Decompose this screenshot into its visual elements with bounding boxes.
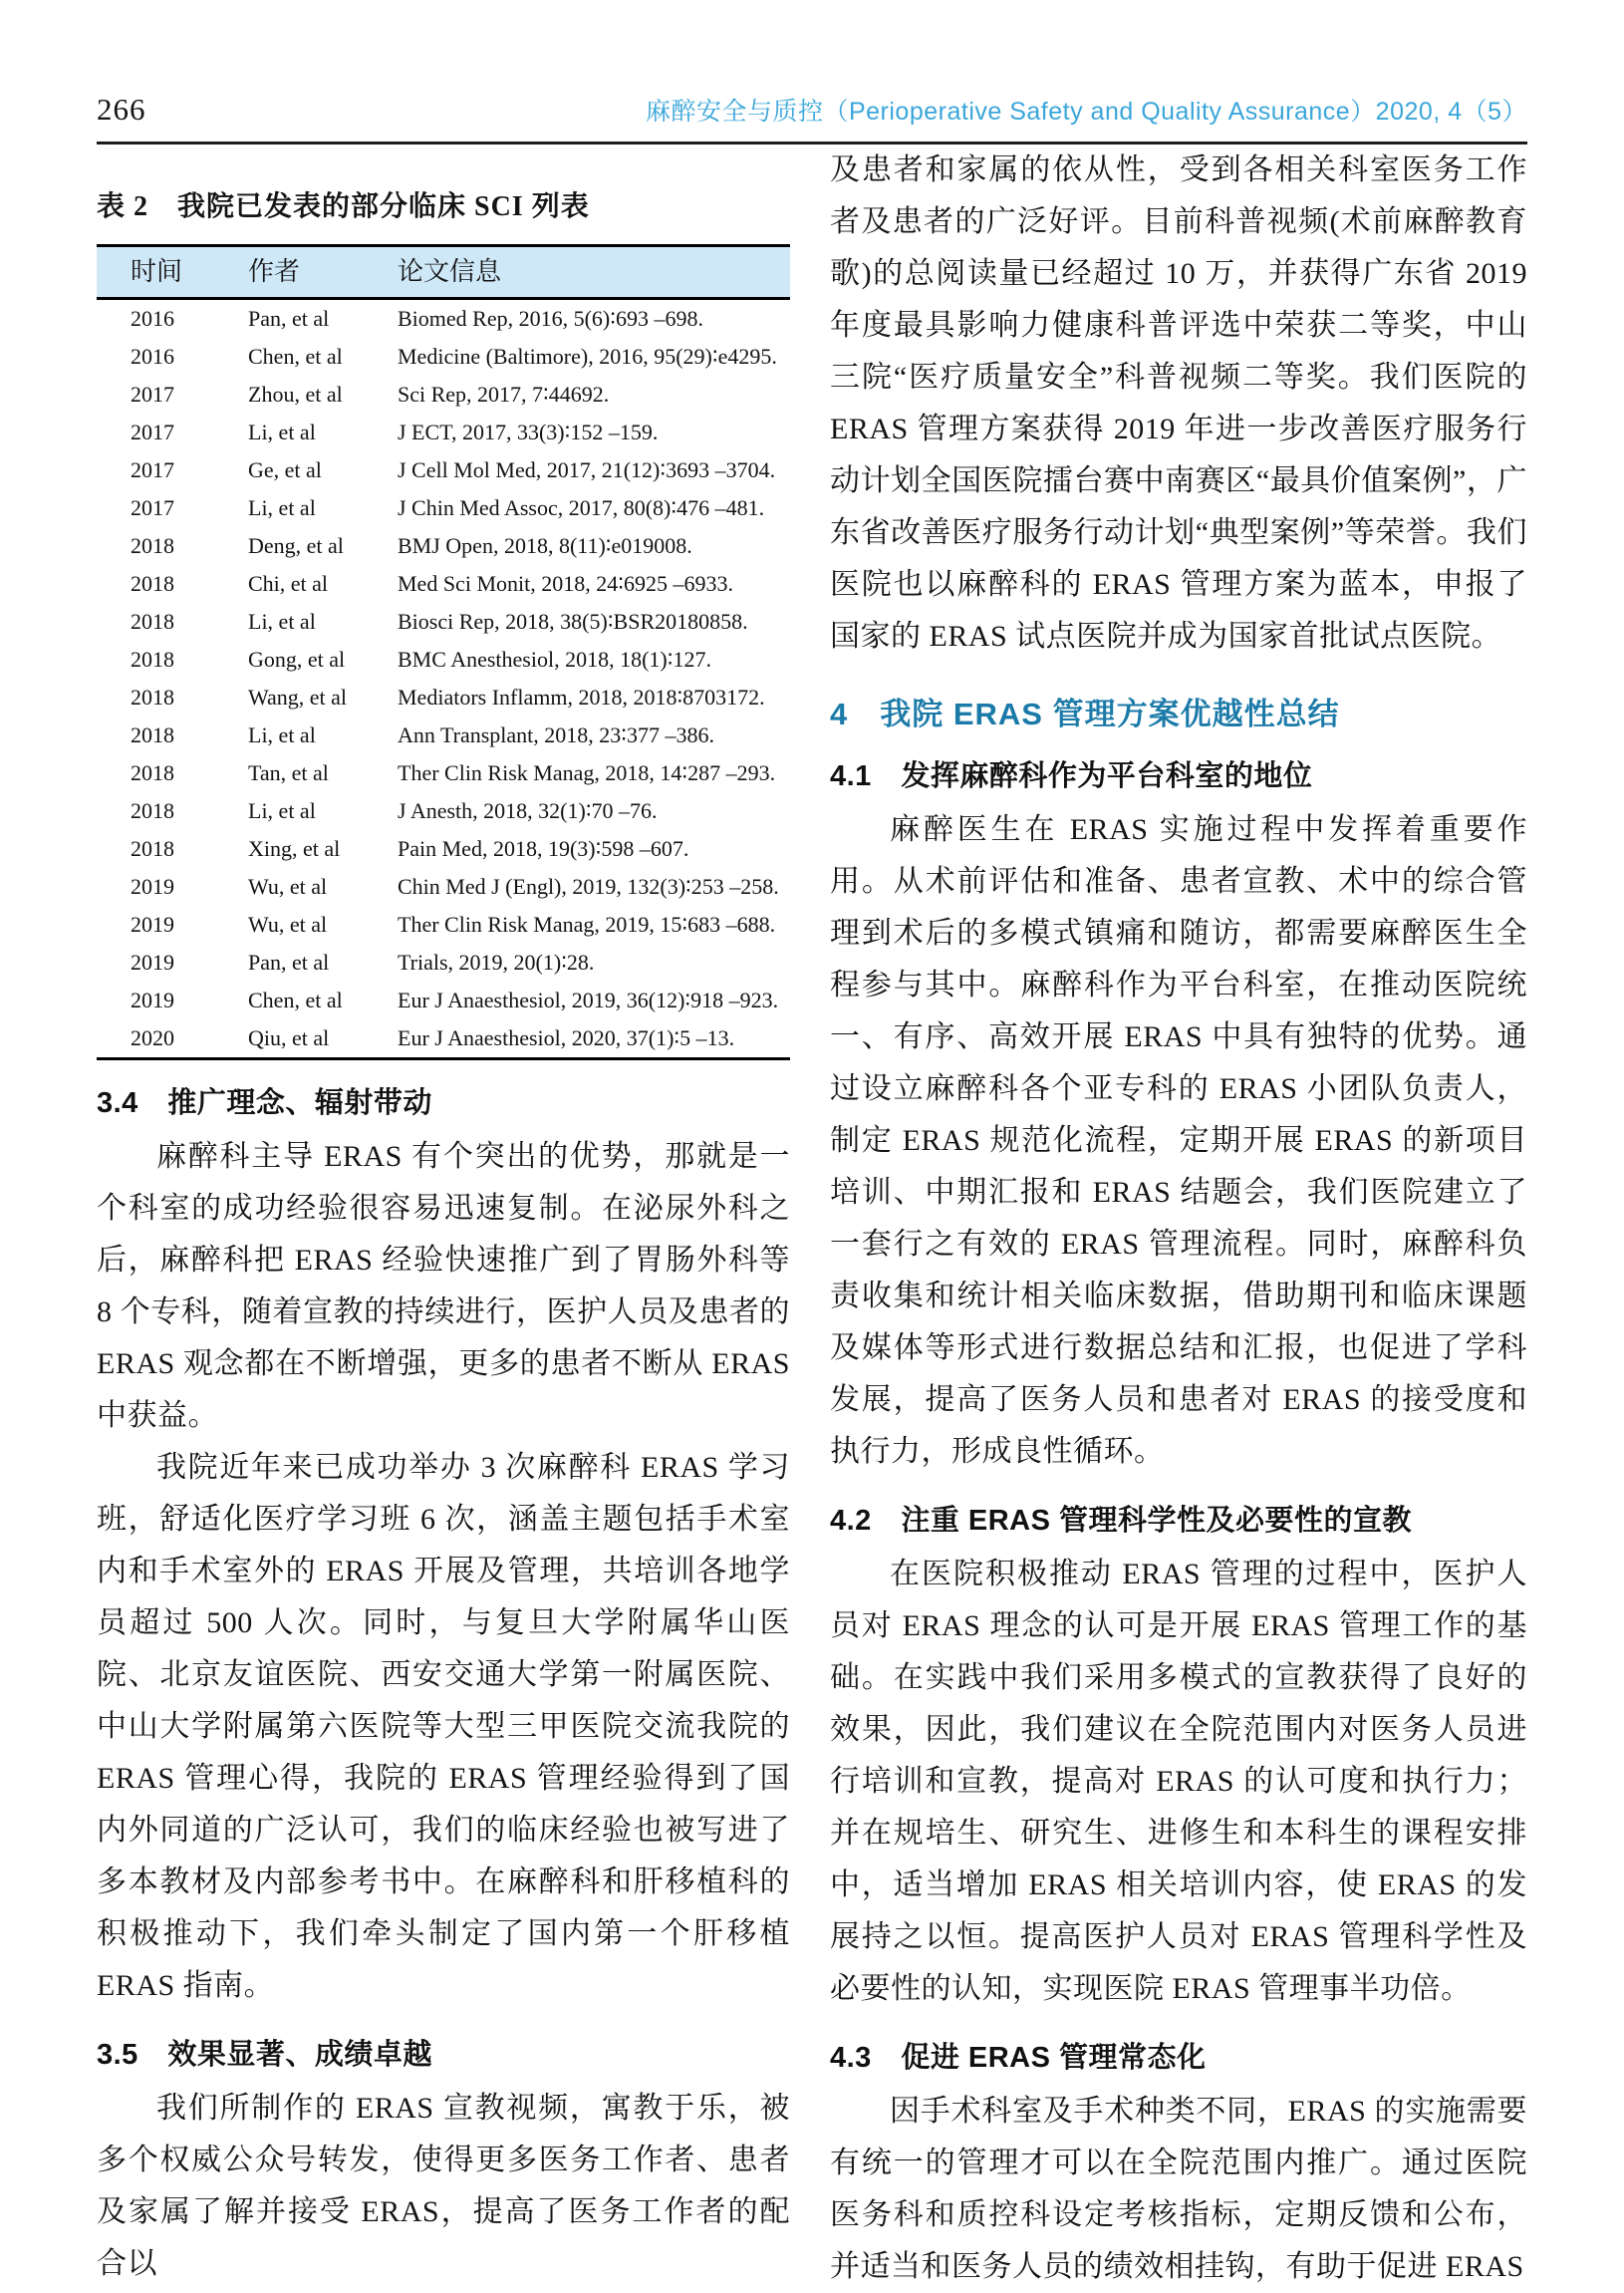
- cell-year: 2018: [131, 647, 174, 672]
- cell-author: Tan, et al: [248, 760, 329, 785]
- cell-author: Li, et al: [248, 722, 316, 747]
- chapter-heading: 4 我院 ERAS 管理方案优越性总结: [830, 697, 1340, 731]
- cell-year: 2020: [131, 1025, 174, 1050]
- cell-info: J Anesth, 2018, 32(1)∶70 –76.: [398, 798, 658, 823]
- table-header-row: [97, 246, 790, 299]
- paragraph: 及患者和家属的依从性，受到各相关科室医务工作者及患者的广泛好评。目前科普视频(术前麻醉教育歌)的总阅读量已经超过 10 万，并获得广东省 2019 年度最具影响力健康科普评选中荣获二等奖，中山三院“医疗质量安全”科普视频二等奖。我们医院的 ERAS 管理方案获得 2019 年进一步改善医疗服务行动计划全国医院擂台赛中南赛区“最具价值案例”，广东省改善医疗服务行动计划“典型案例”等荣誉。我们医院也以麻醉科的 ERAS 管理方案为蓝本，申报了国家的 ERAS 试点医院并成为国家首批试点医院。: [830, 153, 1527, 653]
- cell-author: Li, et al: [248, 798, 316, 823]
- cell-year: 2019: [131, 874, 174, 899]
- sci-publications-table: [97, 244, 790, 1060]
- cell-info: J Chin Med Assoc, 2017, 80(8)∶476 –481.: [398, 495, 765, 520]
- cell-author: Gong, et al: [248, 647, 346, 672]
- cell-author: Wang, et al: [248, 685, 348, 710]
- table-body: [97, 299, 790, 1059]
- cell-author: Zhou, et al: [248, 382, 343, 407]
- two-column-body: [97, 144, 1527, 2293]
- table-row: [97, 603, 790, 641]
- cell-year: 2019: [131, 950, 174, 975]
- table-row: [97, 451, 790, 489]
- table-row: [97, 489, 790, 527]
- page-header: [97, 92, 1527, 128]
- cell-info: Mediators Inflamm, 2018, 2018∶8703172.: [398, 685, 765, 710]
- cell-info: BMJ Open, 2018, 8(11)∶e019008.: [398, 533, 692, 558]
- section-heading: 4.3 促进 ERAS 管理常态化: [830, 2042, 1207, 2074]
- cell-info: J ECT, 2017, 33(3)∶152 –159.: [398, 420, 659, 444]
- left-column-text: [97, 1080, 790, 2290]
- section-heading: 4.2 注重 ERAS 管理科学性及必要性的宣教: [830, 1505, 1413, 1537]
- journal-title: 麻醉安全与质控（Perioperative Safety and Quality Assurance）2020, 4（5）: [645, 98, 1527, 126]
- cell-author: Wu, et al: [248, 912, 328, 937]
- cell-year: 2018: [131, 609, 174, 634]
- table-row: [97, 299, 790, 339]
- section-heading: 4.1 发挥麻醉科作为平台科室的地位: [830, 760, 1313, 792]
- cell-info: Trials, 2019, 20(1)∶28.: [398, 950, 595, 975]
- paragraph: 麻醉医生在 ERAS 实施过程中发挥着重要作用。从术前评估和准备、患者宣教、术中的综合管理到术后的多模式镇痛和随访，都需要麻醉医生全程参与其中。麻醉科作为平台科室，在推动医院统一、有序、高效开展 ERAS 中具有独特的优势。通过设立麻醉科各个亚专科的 ERAS 小团队负责人，制定 ERAS 规范化流程，定期开展 ERAS 的新项目培训、中期汇报和 ERAS 结题会，我们医院建立了一套行之有效的 ERAS 管理流程。同时，麻醉科负责收集和统计相关临床数据，借助期刊和临床课题及媒体等形式进行数据总结和汇报，也促进了学科发展，提高了医务人员和患者对 ERAS 的接受度和执行力，形成良性循环。: [830, 813, 1527, 1468]
- cell-info: Eur J Anaesthesiol, 2019, 36(12)∶918 –923.: [398, 988, 779, 1012]
- table-row: [97, 414, 790, 451]
- cell-author: Xing, et al: [248, 836, 341, 861]
- table-row: [97, 830, 790, 868]
- cell-author: Deng, et al: [248, 533, 344, 558]
- cell-info: J Cell Mol Med, 2017, 21(12)∶3693 –3704.: [398, 457, 776, 482]
- cell-year: 2016: [131, 344, 174, 369]
- cell-info: Chin Med J (Engl), 2019, 132(3)∶253 –258.: [398, 874, 779, 899]
- cell-year: 2018: [131, 685, 174, 710]
- cell-year: 2017: [131, 420, 174, 444]
- cell-author: Wu, et al: [248, 874, 328, 899]
- cell-author: Chi, et al: [248, 571, 329, 596]
- cell-info: Sci Rep, 2017, 7∶44692.: [398, 382, 610, 407]
- paragraph: 我院近年来已成功举办 3 次麻醉科 ERAS 学习班，舒适化医疗学习班 6 次，涵盖主题包括手术室内和手术室外的 ERAS 开展及管理，共培训各地学员超过 500 人次。同时，与复旦大学附属华山医院、北京友谊医院、西安交通大学第一附属医院、中山大学附属第六医院等大型三甲医院交流我院的 ERAS 管理心得，我院的 ERAS 管理经验得到了国内外同道的广泛认可，我们的临床经验也被写进了多本教材及内部参考书中。在麻醉科和肝移植科的积极推动下，我们牵头制定了国内第一个肝移植 ERAS 指南。: [97, 1451, 790, 2002]
- cell-info: Ann Transplant, 2018, 23∶377 –386.: [398, 722, 715, 747]
- cell-author: Li, et al: [248, 420, 316, 444]
- cell-info: Medicine (Baltimore), 2016, 95(29)∶e4295.: [398, 344, 777, 369]
- cell-year: 2018: [131, 533, 174, 558]
- page-number: 266: [97, 92, 146, 127]
- table-row: [97, 717, 790, 754]
- cell-info: Biosci Rep, 2018, 38(5)∶BSR20180858.: [398, 609, 748, 634]
- table-row: [97, 376, 790, 414]
- cell-author: Pan, et al: [248, 306, 330, 331]
- cell-year: 2016: [131, 306, 174, 331]
- cell-year: 2017: [131, 495, 174, 520]
- cell-year: 2018: [131, 571, 174, 596]
- cell-info: Eur J Anaesthesiol, 2020, 37(1)∶5 –13.: [398, 1025, 735, 1050]
- column-header-info: 论文信息: [398, 257, 502, 286]
- cell-info: BMC Anesthesiol, 2018, 18(1)∶127.: [398, 647, 711, 672]
- cell-year: 2017: [131, 382, 174, 407]
- cell-info: Med Sci Monit, 2018, 24∶6925 –6933.: [398, 571, 733, 596]
- cell-author: Li, et al: [248, 495, 316, 520]
- cell-info: Ther Clin Risk Manag, 2018, 14∶287 –293.: [398, 760, 776, 785]
- cell-info: Biomed Rep, 2016, 5(6)∶693 –698.: [398, 306, 703, 331]
- paragraph: 麻醉科主导 ERAS 有个突出的优势，那就是一个科室的成功经验很容易迅速复制。在泌尿外科之后，麻醉科把 ERAS 经验快速推广到了胃肠外科等 8 个专科，随着宣教的持续进行，医护人员及患者的 ERAS 观念都在不断增强，更多的患者不断从 ERAS 中获益。: [97, 1140, 790, 1432]
- right-column: [830, 144, 1527, 2293]
- table-row: [97, 944, 790, 982]
- cell-author: Li, et al: [248, 609, 316, 634]
- table-row: [97, 527, 790, 565]
- table-row: [97, 868, 790, 906]
- cell-year: 2018: [131, 798, 174, 823]
- paragraph: 在医院积极推动 ERAS 管理的过程中，医护人员对 ERAS 理念的认可是开展 ERAS 管理工作的基础。在实践中我们采用多模式的宣教获得了良好的效果，因此，我们建议在全院范围内对医务人员进行培训和宣教，提高对 ERAS 的认可度和执行力；并在规培生、研究生、进修生和本科生的课程安排中，适当增加 ERAS 相关培训内容，使 ERAS 的发展持之以恒。提高医护人员对 ERAS 管理科学性及必要性的认知，实现医院 ERAS 管理事半功倍。: [830, 1558, 1527, 2005]
- cell-info: Pain Med, 2018, 19(3)∶598 –607.: [398, 836, 689, 861]
- table-row: [97, 792, 790, 830]
- table-row: [97, 754, 790, 792]
- cell-author: Chen, et al: [248, 988, 343, 1012]
- cell-info: Ther Clin Risk Manag, 2019, 15∶683 –688.: [398, 912, 776, 937]
- left-column: [97, 144, 790, 2293]
- table-row: [97, 906, 790, 944]
- cell-author: Pan, et al: [248, 950, 330, 975]
- table-row: [97, 338, 790, 376]
- cell-year: 2018: [131, 722, 174, 747]
- cell-author: Qiu, et al: [248, 1025, 330, 1050]
- paragraph: 因手术科室及手术种类不同，ERAS 的实施需要有统一的管理才可以在全院范围内推广。通过医院医务科和质控科设定考核指标，定期反馈和公布，并适当和医务人员的绩效相挂钩，有助于促进 ERAS: [830, 2095, 1527, 2283]
- table-row: [97, 982, 790, 1019]
- right-column-text: [830, 144, 1527, 2293]
- cell-year: 2019: [131, 988, 174, 1012]
- paragraph: 我们所制作的 ERAS 宣教视频，寓教于乐，被多个权威公众号转发，使得更多医务工作者、患者及家属了解并接受 ERAS，提高了医务工作者的配合以: [97, 2092, 790, 2280]
- cell-year: 2019: [131, 912, 174, 937]
- table-row: [97, 641, 790, 679]
- section-heading: 3.5 效果显著、成绩卓越: [97, 2039, 432, 2071]
- section-heading: 3.4 推广理念、辐射带动: [97, 1087, 432, 1119]
- cell-year: 2018: [131, 760, 174, 785]
- cell-author: Chen, et al: [248, 344, 343, 369]
- column-header-author: 作者: [248, 257, 301, 286]
- table-row: [97, 565, 790, 603]
- table-row: [97, 679, 790, 717]
- table-row: [97, 1019, 790, 1059]
- table-caption: 表 2 我院已发表的部分临床 SCI 列表: [97, 191, 590, 222]
- cell-year: 2017: [131, 457, 174, 482]
- column-header-year: 时间: [131, 257, 183, 286]
- cell-author: Ge, et al: [248, 457, 322, 482]
- cell-year: 2018: [131, 836, 174, 861]
